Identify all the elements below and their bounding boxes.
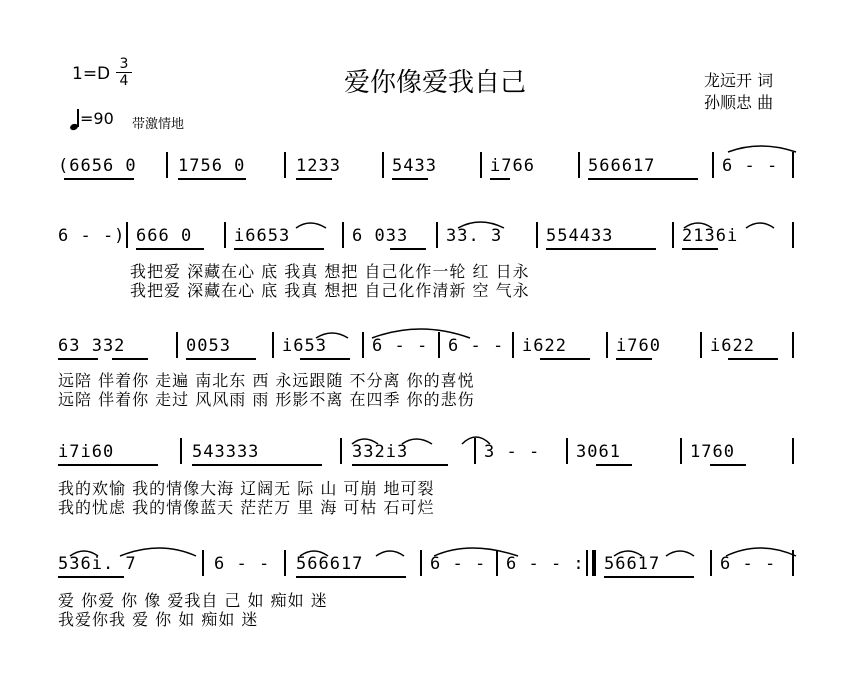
measure: i7i60: [58, 442, 115, 462]
measure: 6 - -): [58, 226, 126, 246]
lyrics-verse-1: 爱 你爱 你 像 爱我自 己 如 痴如 迷: [58, 591, 328, 610]
tie-slur: [434, 548, 518, 556]
measure: 6 033: [352, 226, 409, 246]
lyrics-verse-2: 我把爱 深藏在心 底 我真 想把 自己化作清新 空 气永: [130, 281, 530, 300]
key-signature: 1=D: [72, 64, 111, 84]
measure: 1756 0: [178, 156, 246, 176]
measure: 63 332: [58, 336, 126, 356]
measure: 0053: [186, 336, 231, 356]
measure: 5433: [392, 156, 437, 176]
tie-slur: [316, 333, 348, 338]
measure: 3061: [576, 442, 621, 462]
measure: i622: [710, 336, 755, 356]
tie-slur: [372, 329, 470, 338]
measure: 6 - -: [430, 554, 487, 574]
measure: i622: [522, 336, 567, 356]
measure: 56617: [604, 554, 661, 574]
tie-slur: [120, 548, 196, 556]
tie-slur: [458, 222, 504, 228]
lyrics-verse-2: 我的忧虑 我的情像蓝天 茫茫万 里 海 可枯 石可烂: [58, 498, 435, 517]
measure: 566617: [588, 156, 656, 176]
tie-slur: [728, 146, 796, 152]
lyrics-verse-2: 远陪 伴着你 走过 风风雨 雨 形影不离 在四季 你的悲伤: [58, 390, 475, 409]
measure: 6 - -: [720, 554, 777, 574]
measure: i766: [490, 156, 535, 176]
measure: 6 - -: [722, 156, 779, 176]
tie-slur: [746, 223, 774, 228]
time-signature-top: 3: [119, 56, 129, 72]
measure: i760: [616, 336, 661, 356]
tie-slur: [462, 437, 490, 444]
measure: 6 - -: [448, 336, 505, 356]
measure: 2136i: [682, 226, 739, 246]
lyrics-verse-1: 远陪 伴着你 走遍 南北东 西 永远跟随 不分离 你的喜悦: [58, 371, 475, 390]
measure: 543333: [192, 442, 260, 462]
tie-slur: [402, 439, 432, 444]
measure: 666 0: [136, 226, 193, 246]
tie-slur: [684, 223, 712, 228]
tie-slur: [614, 551, 642, 556]
lyricist-credit: 龙远开 词: [704, 71, 774, 90]
tie-slur: [352, 439, 378, 444]
measure: 536i. 7: [58, 554, 137, 574]
measure: 6 - -: [372, 336, 429, 356]
composer-credit: 孙顺忠 曲: [704, 93, 774, 112]
tie-slur: [296, 223, 326, 228]
lyrics-verse-1: 我把爱 深藏在心 底 我真 想把 自己化作一轮 红 日永: [130, 262, 530, 281]
lyrics-verse-2: 我爱你我 爱 你 如 痴如 迷: [58, 610, 259, 629]
tie-slur: [666, 551, 694, 556]
lyrics-verse-1: 我的欢愉 我的情像大海 辽阔无 际 山 可崩 地可裂: [58, 479, 435, 498]
tempo-value: =90: [80, 109, 114, 128]
measure: 3 - -: [484, 442, 541, 462]
measure: 1233: [296, 156, 341, 176]
tie-slur: [70, 551, 98, 556]
expression-marking: 带激情地: [132, 117, 185, 132]
measure: i6653: [234, 226, 291, 246]
measure: 33. 3: [446, 226, 503, 246]
tie-slur: [376, 551, 404, 556]
tie-slur: [726, 548, 796, 556]
measure: 332i3: [352, 442, 409, 462]
song-title: 爱你像爱我自己: [343, 68, 526, 98]
tie-slur: [300, 551, 328, 556]
time-signature-bottom: 4: [119, 73, 129, 89]
measure: 566617: [296, 554, 364, 574]
measure: 6 - - :: [506, 554, 585, 574]
measure: 1760: [690, 442, 735, 462]
measure: i653: [282, 336, 327, 356]
measure: (6656 0: [58, 156, 137, 176]
measure: 554433: [546, 226, 614, 246]
measure: 6 - -: [214, 554, 271, 574]
